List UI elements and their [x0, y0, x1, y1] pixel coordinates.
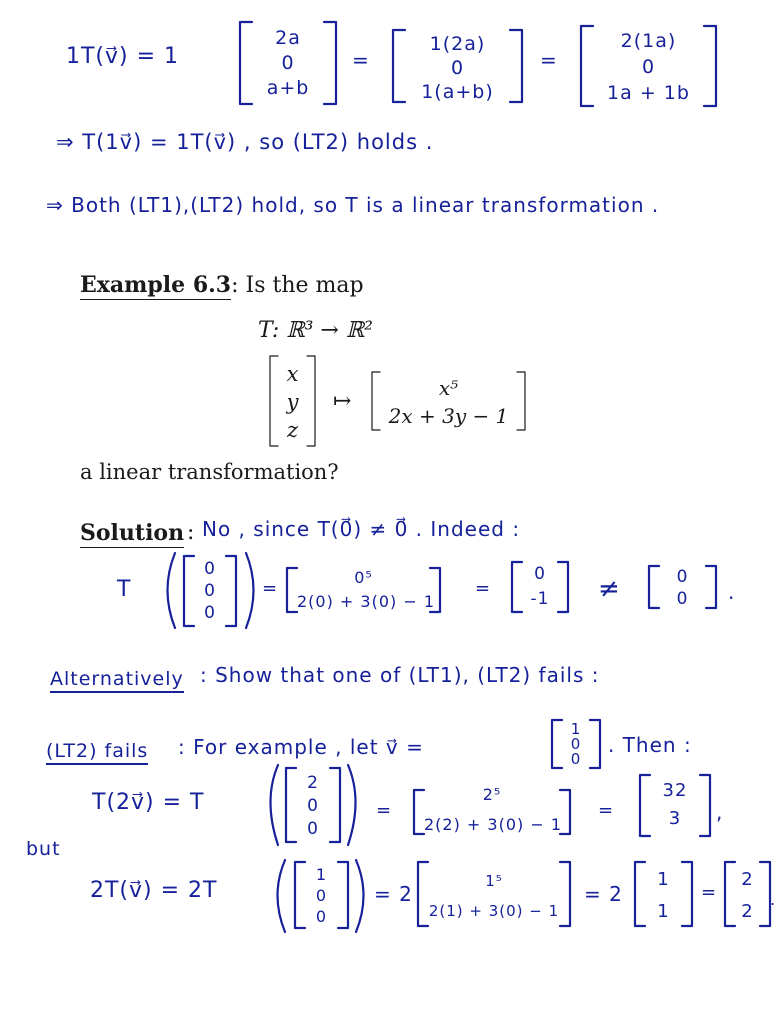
vector-entry: 2 — [307, 773, 319, 793]
T-2v-evaluation — [424, 780, 563, 840]
vector-entry: 0 — [307, 796, 319, 816]
equals-and-scalar — [584, 882, 623, 906]
v-vector — [562, 722, 590, 767]
vector-entry: 2 — [741, 869, 754, 890]
equals-sign: = — [584, 882, 602, 906]
then-text: . Then : — [608, 733, 692, 757]
vector-entry: 1 — [657, 901, 670, 922]
vector-entry: 2(1) + 3(0) − 1 — [428, 902, 560, 920]
solution-colon: : — [187, 520, 195, 545]
zero-vector-3 — [194, 558, 226, 624]
vector-entry: 0 — [570, 750, 582, 768]
zero-vector-2 — [659, 566, 706, 610]
T-symbol: T — [117, 577, 132, 602]
vector-entry: 0 — [204, 603, 216, 623]
mapsto-arrow: ↦ — [333, 389, 352, 414]
alternatively-text: : Show that one of (LT1), (LT2) fails : — [200, 663, 600, 687]
equals-sign: = — [374, 882, 392, 906]
line1-matrix-3 — [593, 28, 704, 106]
scalar-two: 2 — [399, 882, 413, 906]
evaluation-vector — [297, 566, 436, 614]
2T-v-result — [645, 864, 682, 928]
vector-entry: x⁵ — [438, 376, 459, 400]
map-definition: T: ℝ³ → ℝ² — [258, 318, 373, 343]
solution-label: Solution — [80, 520, 185, 546]
vector-entry: y — [286, 390, 299, 414]
example-intro: : Is the map — [231, 273, 364, 298]
period: . — [728, 580, 736, 604]
matrix-entry: 1(2a) — [429, 33, 486, 55]
vector-entry: 1 — [315, 865, 328, 884]
matrix-entry: 1a + 1b — [607, 82, 690, 104]
output-vector — [380, 374, 517, 430]
scalar-two: 2 — [609, 882, 623, 906]
vector-entry: 2x + 3y − 1 — [388, 404, 509, 428]
vector-entry: 2⁵ — [482, 785, 502, 804]
vector-entry: -1 — [530, 589, 550, 609]
line1-lhs: 1T(v⃗) = 1 — [66, 44, 180, 69]
matrix-entry: 0 — [450, 57, 465, 79]
vector-entry: 0 — [676, 567, 689, 587]
vector-entry: 1⁵ — [485, 872, 503, 890]
2T-v-evaluation — [428, 866, 560, 926]
example-label: Example 6.3 — [80, 272, 232, 298]
input-vector — [278, 360, 307, 444]
v-vector-2 — [305, 864, 338, 927]
equals-sign: = — [475, 578, 492, 599]
matrix-entry: 2a — [275, 27, 301, 49]
example-heading — [80, 272, 364, 298]
lt2-fails-text: : For example , let v⃗ = — [178, 735, 424, 759]
vector-entry: 2 — [741, 901, 754, 922]
vector-entry: 0 — [204, 559, 216, 579]
comma: , — [716, 800, 724, 824]
vector-entry: 0 — [534, 564, 546, 584]
not-equal-sign: ≠ — [598, 574, 621, 604]
equals-sign: = — [262, 578, 279, 599]
vector-entry: 0⁵ — [354, 568, 373, 587]
equals-sign: = — [540, 48, 558, 72]
vector-entry: 2(2) + 3(0) − 1 — [424, 815, 563, 834]
vector-entry: x — [286, 362, 299, 386]
example-question: a linear transformation? — [80, 460, 339, 484]
solution-text: No , since T(0⃗) ≠ 0⃗ . Indeed : — [202, 517, 521, 541]
vector-entry: 3 — [668, 808, 682, 829]
vector-entry: 0 — [570, 735, 582, 753]
matrix-entry: a+b — [266, 77, 310, 99]
line1-matrix-2 — [405, 32, 510, 104]
line3-conclusion: ⇒ Both (LT1),(LT2) hold, so T is a linear transformation . — [46, 193, 660, 217]
equals-sign: = — [701, 882, 718, 903]
period: . — [770, 890, 777, 909]
but-word: but — [26, 838, 61, 860]
vector-entry: 1 — [570, 720, 582, 738]
vector-entry: z — [286, 418, 299, 442]
matrix-entry: 0 — [281, 52, 295, 74]
alternatively-label: Alternatively — [50, 668, 184, 693]
2v-vector — [296, 772, 330, 841]
vector-entry: 0 — [307, 819, 319, 839]
lt2-fails-label: (LT2) fails — [46, 740, 148, 765]
equals-sign: = — [598, 800, 615, 821]
vector-entry: 32 — [662, 780, 688, 801]
vector-entry: 1 — [657, 869, 670, 890]
matrix-entry: 2(1a) — [620, 30, 677, 52]
2T-v-lhs: 2T(v⃗) = 2T — [90, 878, 218, 903]
vector-entry: 2(0) + 3(0) − 1 — [297, 592, 436, 611]
T-2v-lhs: T(2v⃗) = T — [92, 790, 205, 815]
equals-sign: = — [376, 800, 393, 821]
matrix-entry: 0 — [641, 56, 656, 78]
T-2v-result — [650, 777, 700, 833]
2T-v-final — [735, 864, 760, 928]
result-vector — [522, 562, 558, 612]
line1-matrix-1 — [252, 26, 324, 101]
line2-conclusion: ⇒ T(1v⃗) = 1T(v⃗) , so (LT2) holds . — [56, 130, 434, 154]
matrix-entry: 1(a+b) — [421, 81, 494, 103]
vector-entry: 0 — [204, 581, 216, 601]
vector-entry: 0 — [315, 907, 328, 926]
vector-entry: 0 — [676, 589, 689, 609]
vector-entry: 0 — [315, 886, 328, 905]
equals-and-scalar — [374, 882, 413, 906]
equals-sign: = — [352, 48, 370, 72]
